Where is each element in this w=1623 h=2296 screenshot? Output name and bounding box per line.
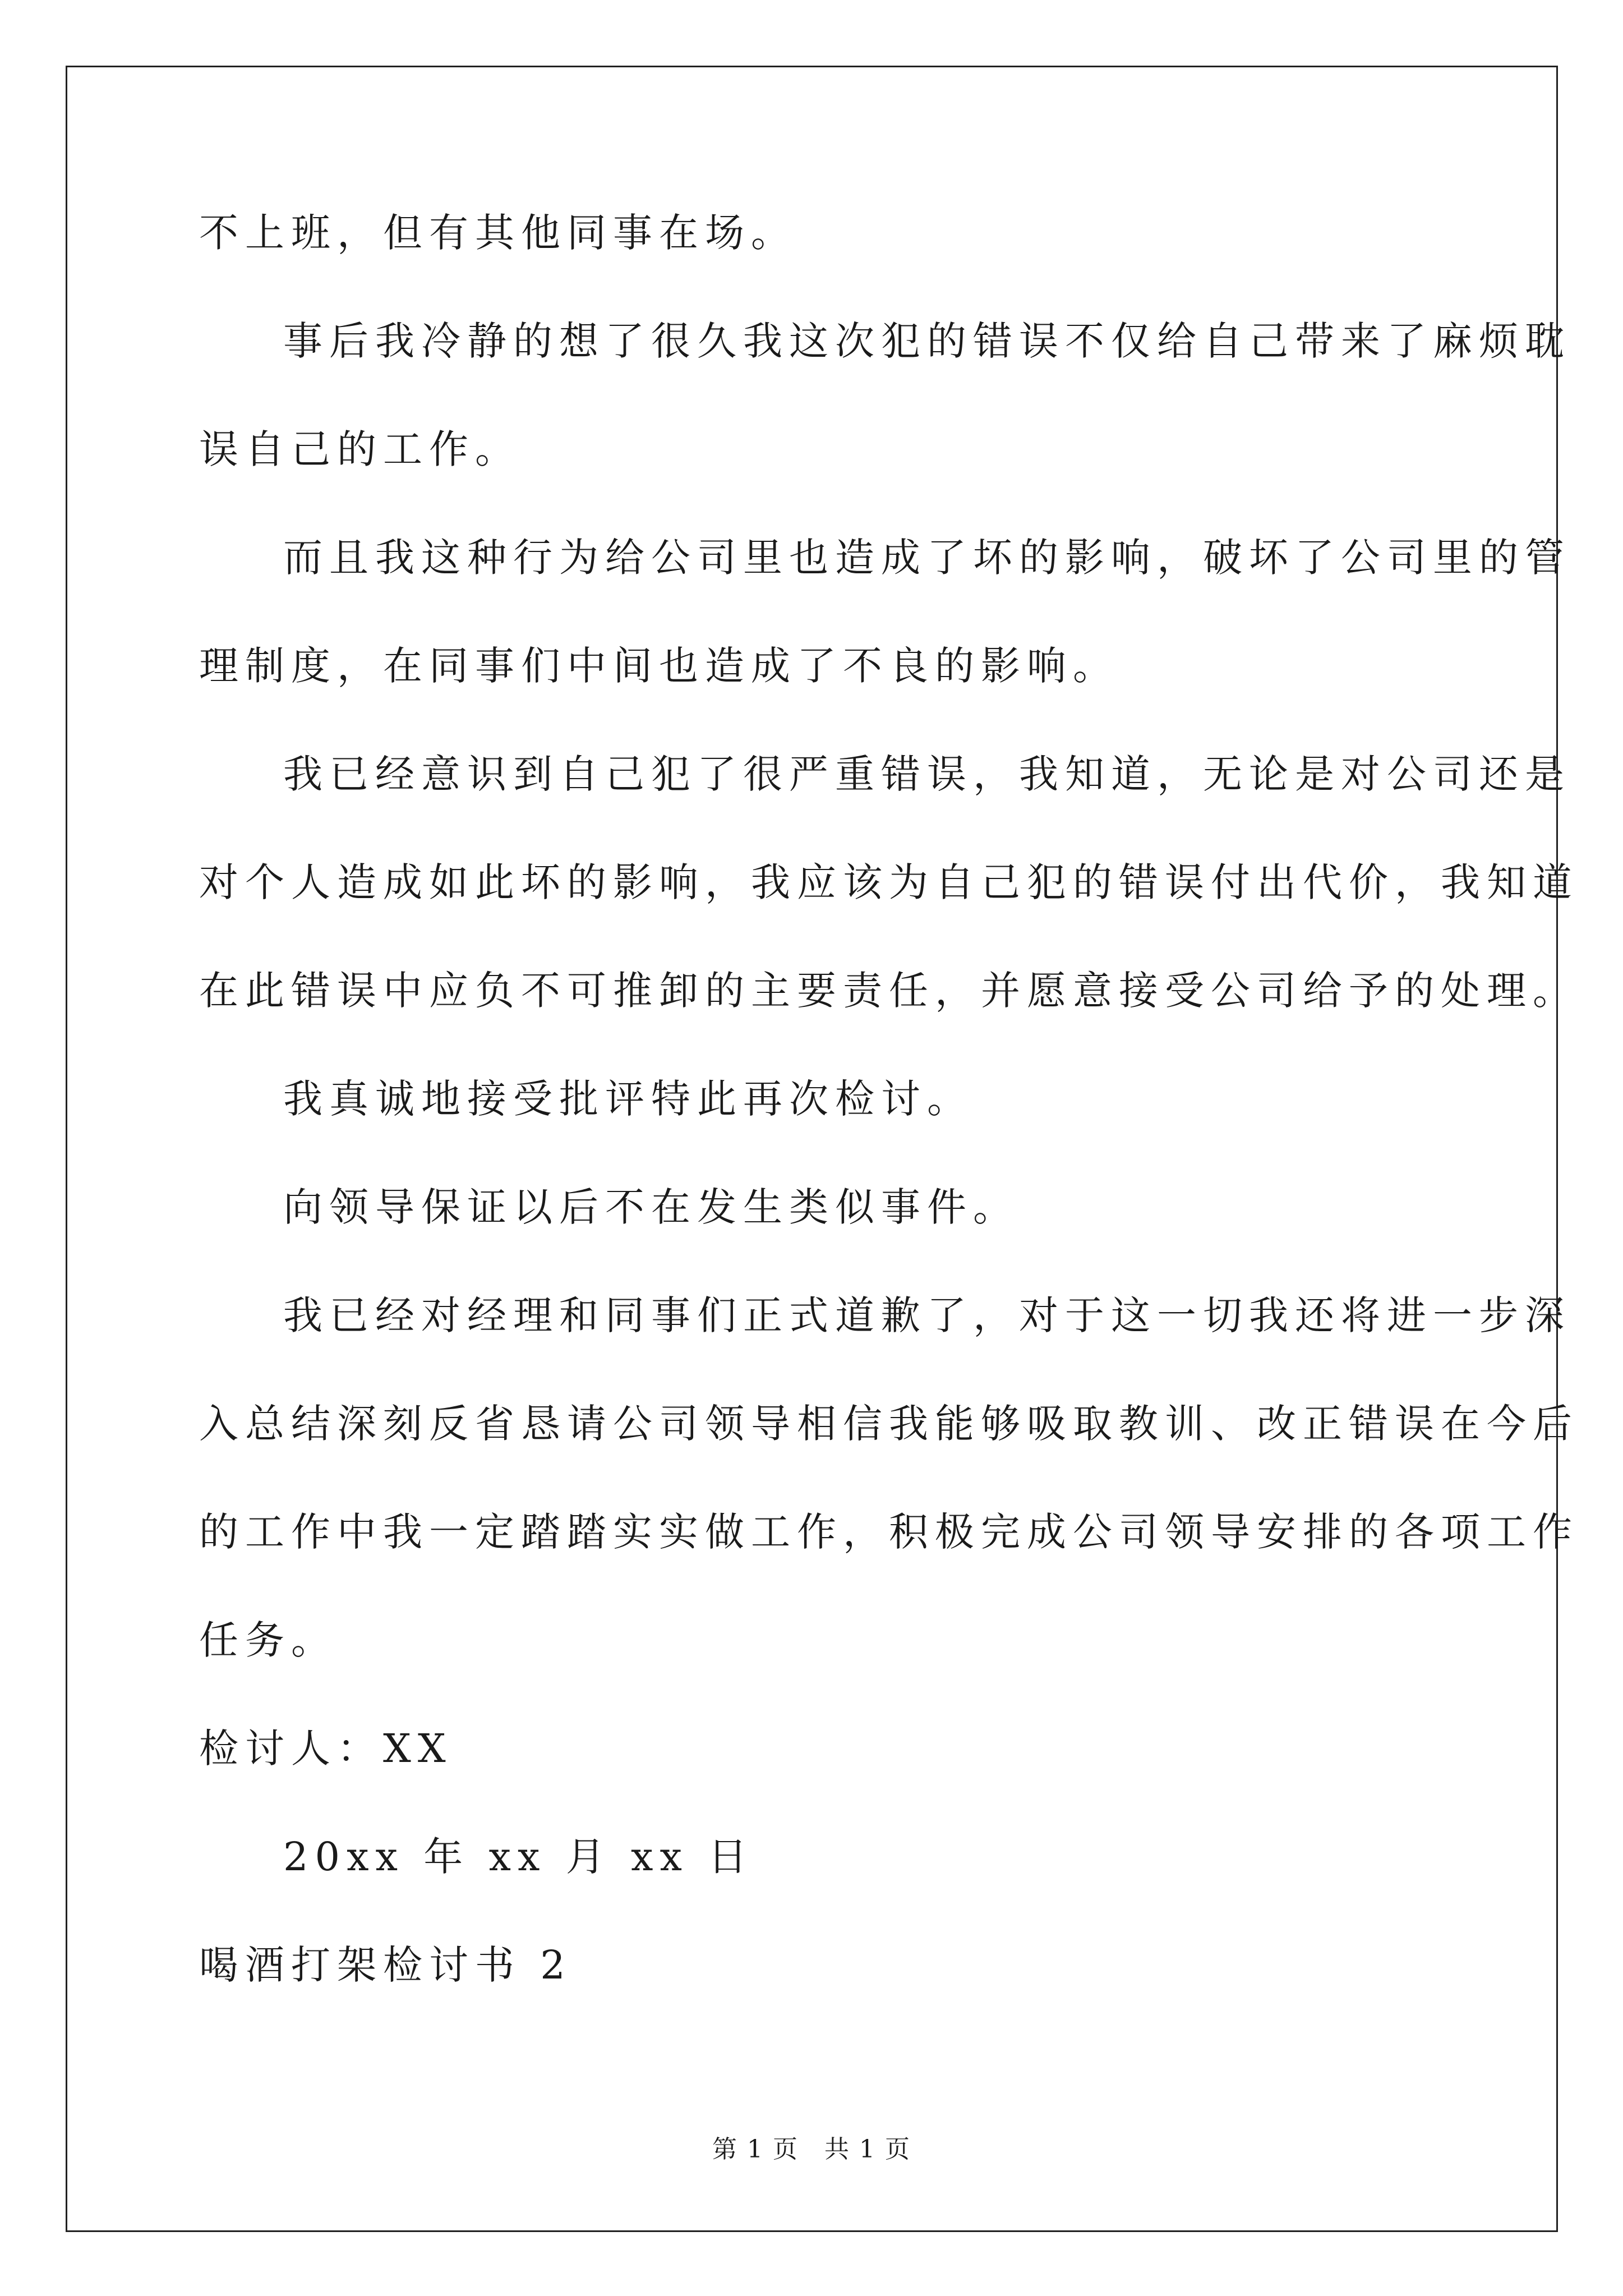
text-line: 我已经意识到自己犯了很严重错误，我知道，无论是对公司还是 <box>283 751 1571 797</box>
text-line: 理制度，在同事们中间也造成了不良的影响。 <box>199 643 1119 689</box>
text-line: 对个人造成如此坏的影响，我应该为自己犯的错误付出代价，我知道 <box>199 859 1579 905</box>
text-line: 任务。 <box>199 1617 337 1663</box>
section-heading: 喝酒打架检讨书 2 <box>199 1942 572 1988</box>
text-line: 入总结深刻反省恳请公司领导相信我能够吸取教训、改正错误在今后 <box>199 1401 1579 1447</box>
text-line: 在此错误中应负不可推卸的主要责任，并愿意接受公司给予的处理。 <box>199 968 1579 1014</box>
date-line: 20xx 年 xx 月 xx 日 <box>283 1834 754 1880</box>
text-line: 误自己的工作。 <box>199 426 521 472</box>
signature-line: 检讨人：XX <box>199 1726 453 1772</box>
text-line: 事后我冷静的想了很久我这次犯的错误不仅给自己带来了麻烦耽 <box>283 318 1571 364</box>
text-line: 而且我这种行为给公司里也造成了坏的影响，破坏了公司里的管 <box>283 535 1571 581</box>
text-line: 我真诚地接受批评特此再次检讨。 <box>283 1076 973 1122</box>
text-line: 向领导保证以后不在发生类似事件。 <box>283 1184 1019 1230</box>
text-line: 不上班，但有其他同事在场。 <box>199 210 797 256</box>
text-line: 的工作中我一定踏踏实实做工作，积极完成公司领导安排的各项工作 <box>199 1509 1579 1555</box>
page-footer: 第 1 页 共 1 页 <box>712 2135 911 2164</box>
page-border <box>66 66 1558 2232</box>
text-line: 我已经对经理和同事们正式道歉了，对于这一切我还将进一步深 <box>283 1292 1571 1338</box>
